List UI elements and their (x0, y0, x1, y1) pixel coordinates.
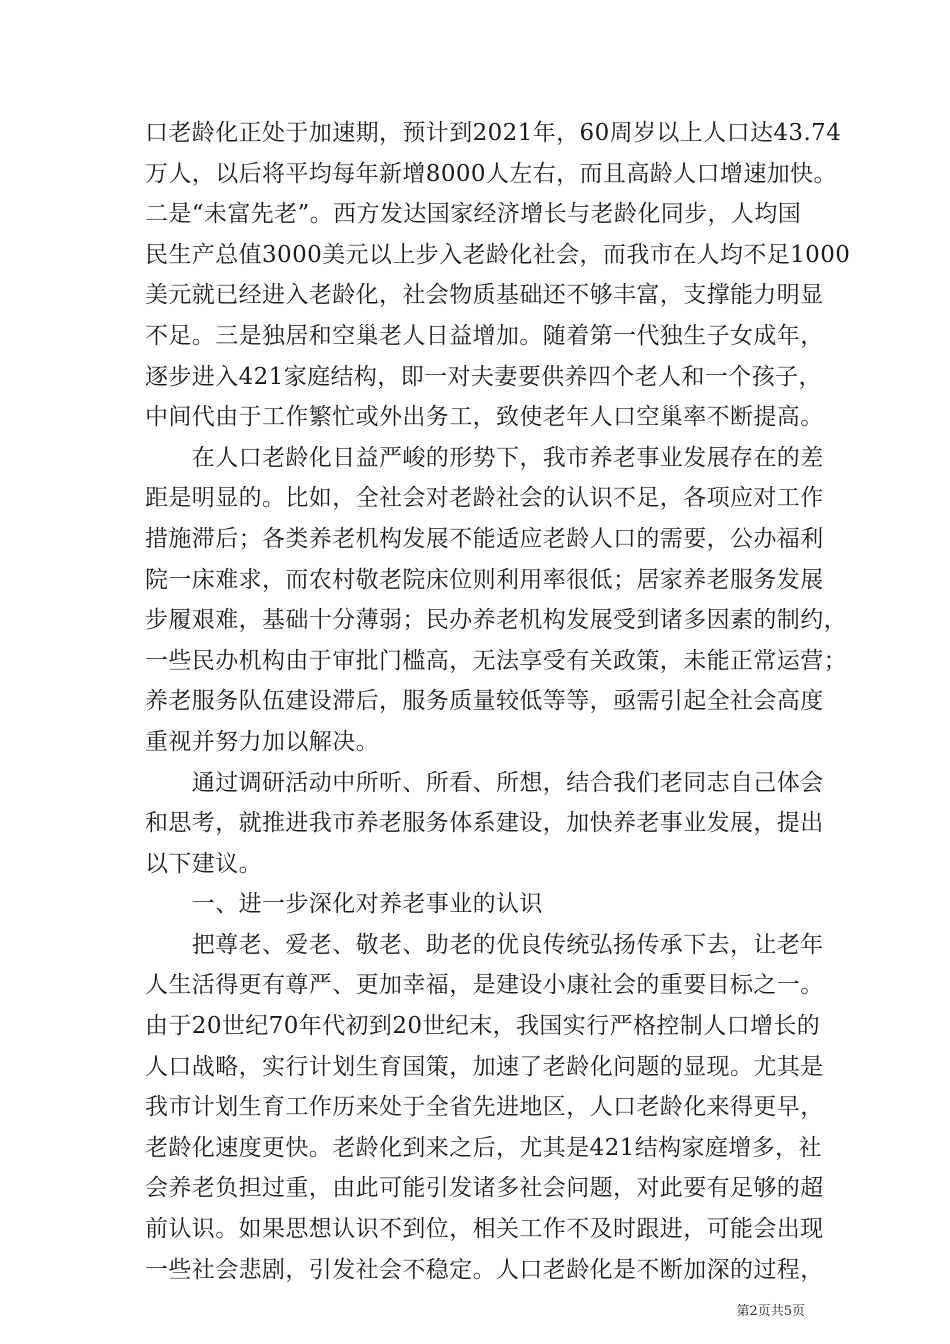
text-line: 万人，以后将平均每年新增8000人左右，而且高龄人口增速加快。 (145, 160, 837, 187)
text-line: 和思考，就推进我市养老服务体系建设，加快养老事业发展，提出 (145, 810, 824, 837)
text-line: 重视并努力加以解决。 (145, 728, 379, 755)
section-heading: 一、进一步深化对养老事业的认识 (145, 891, 543, 918)
text-line: 逐步进入421家庭结构，即一对夫妻要供养四个老人和一个孩子， (145, 363, 822, 390)
text-line: 口老龄化正处于加速期，预计到2021年，60周岁以上人口达43.74 (145, 120, 842, 146)
text-line: 院一床难求，而农村敬老院床位则利用率很低；居家养老服务发展 (145, 566, 824, 593)
text-line: 老龄化速度更快。老龄化到来之后，尤其是421结构家庭增多，社 (145, 1134, 822, 1161)
text-line: 距是明显的。比如，全社会对老龄社会的认识不足，各项应对工作 (145, 485, 824, 512)
text-line: 中间代由于工作繁忙或外出务工，致使老年人口空巢率不断提高。 (145, 404, 824, 431)
page-number: 第2页共5页 (736, 1304, 805, 1319)
body-text (145, 113, 851, 1290)
text-line: 美元就已经进入老龄化，社会物质基础还不够丰富，支撑能力明显 (145, 282, 824, 309)
text-line: 不足。三是独居和空巢老人日益增加。随着第一代独生子女成年， (145, 322, 824, 349)
text-line: 前认识。如果思想认识不到位，相关工作不及时跟进，可能会出现 (145, 1216, 824, 1243)
text-line: 一些民办机构由于审批门槛高，无法享受有关政策，未能正常运营； (145, 647, 847, 674)
text-line: 措施滞后；各类养老机构发展不能适应老龄人口的需要，公办福利 (145, 525, 824, 552)
text-line: 在人口老龄化日益严峻的形势下，我市养老事业发展存在的差 (145, 444, 824, 471)
text-line: 由于20世纪70年代初到20世纪末，我国实行严格控制人口增长的 (145, 1013, 821, 1040)
text-line: 民生产总值3000美元以上步入老龄化社会，而我市在人均不足1000 (145, 241, 851, 268)
text-line: 一些社会悲剧，引发社会不稳定。人口老龄化是不断加深的过程， (145, 1256, 824, 1283)
text-line: 步履艰难，基础十分薄弱；民办养老机构发展受到诸多因素的制约， (145, 607, 847, 634)
text-line: 把尊老、爱老、敬老、助老的优良传统弘扬传承下去，让老年 (145, 931, 824, 958)
text-line: 养老服务队伍建设滞后，服务质量较低等等，亟需引起全社会高度 (145, 688, 824, 715)
text-line: 通过调研活动中所听、所看、所想，结合我们老同志自己体会 (145, 769, 824, 796)
text-line: 以下建议。 (145, 850, 262, 877)
text-line: 人口战略，实行计划生育国策，加速了老龄化问题的显现。尤其是 (145, 1053, 824, 1080)
text-line: 我市计划生育工作历来处于全省先进地区，人口老龄化来得更早， (145, 1094, 824, 1121)
text-line: 二是“未富先老”。西方发达国家经济增长与老龄化同步，人均国 (145, 201, 802, 228)
text-line: 会养老负担过重，由此可能引发诸多社会问题，对此要有足够的超 (145, 1175, 824, 1202)
text-line: 人生活得更有尊严、更加幸福，是建设小康社会的重要目标之一。 (145, 972, 824, 999)
